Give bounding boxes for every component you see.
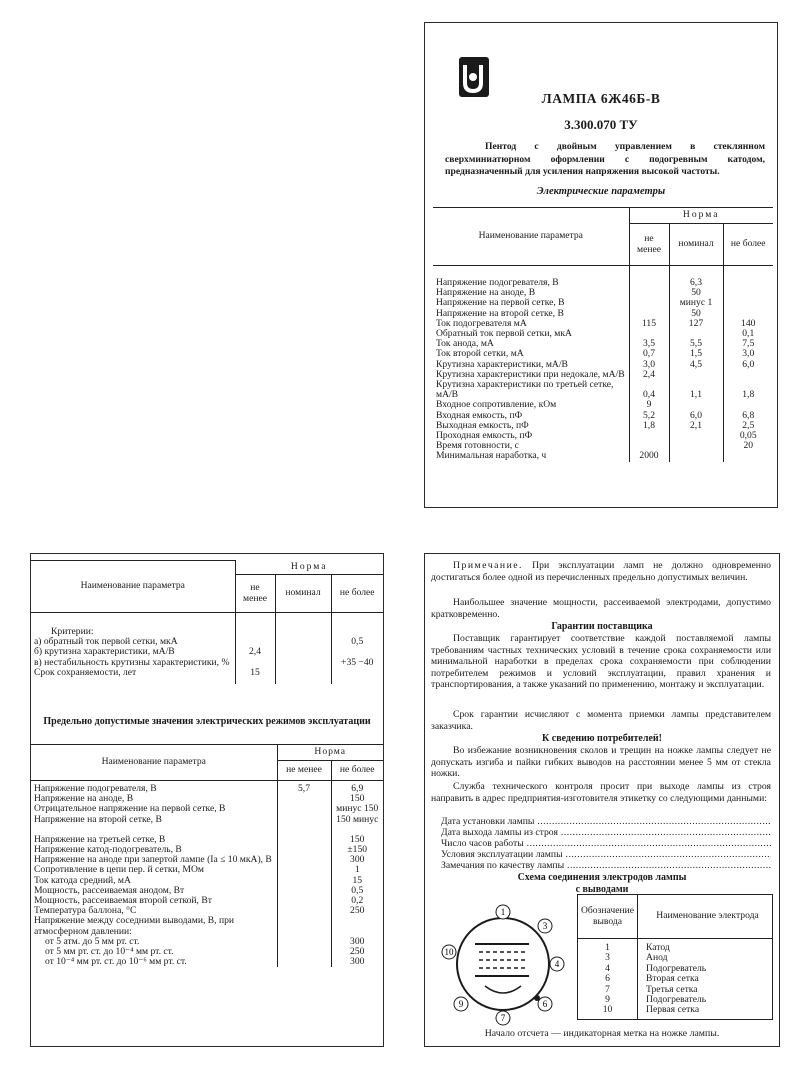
field-remarks: Замечания по качеству лампы ..... [441, 860, 771, 872]
consumer-title: К сведению потребителей! [542, 733, 662, 744]
criteria-name: в) нестабильность крутизны характеристики, % [31, 658, 235, 668]
param-max: 0,05 [739, 430, 757, 442]
limit-name: Напряжение на аноде при запертой лампе (Iа ≤ 10 мкА), В [31, 855, 277, 865]
param-nom: минус 1 [669, 298, 723, 308]
criteria-table [31, 560, 383, 684]
pin-label-9: 9 [458, 999, 464, 1009]
param-max [723, 288, 773, 298]
param-min: 0,4 [629, 380, 669, 400]
pinout-diagram-icon [433, 900, 573, 1028]
column-header-min: не менее [235, 575, 275, 613]
param-name: Ток второй сетки, мА [433, 349, 629, 359]
limit-name: Напряжение на второй сетке, В [31, 815, 277, 835]
limit-min [277, 855, 331, 865]
param-name: Время готовности, с [433, 441, 629, 451]
limit-min [277, 916, 331, 936]
pin-label-1: 1 [500, 907, 506, 917]
pin-number: 7 [578, 985, 638, 995]
note-paragraph [431, 560, 771, 583]
limit-max: 250 [350, 946, 365, 958]
param-min: 115 [629, 319, 669, 329]
electrode-name: Подогреватель [638, 964, 773, 974]
electrode-name: Подогреватель [638, 995, 773, 1005]
limit-max: 300 [350, 935, 365, 947]
pin-label-7: 7 [500, 1013, 506, 1023]
electrode-name: Анод [638, 953, 773, 963]
pin-label-4: 4 [554, 959, 560, 969]
param-max: 2,5 [742, 419, 755, 431]
param-nom: 6,3 [669, 266, 723, 289]
limit-name: Ток катода средний, мА [31, 876, 277, 886]
param-name: Напряжение на первой сетке, В [433, 298, 629, 308]
param-name: Ток анода, мА [433, 339, 629, 349]
param-name: Входное сопротивление, кОм [433, 400, 629, 410]
column-header-max: не более [331, 761, 383, 781]
limit-max [331, 916, 383, 936]
column-header-min: не менее [629, 224, 669, 266]
lamp-title: ЛАМПА 6Ж46Б-В [541, 91, 661, 106]
param-max: 6,8 [742, 409, 755, 421]
param-name: Ток подогревателя мА [433, 319, 629, 329]
electrical-parameters-table [433, 207, 773, 462]
param-name: Проходная емкость, пФ [433, 431, 629, 441]
param-max [723, 451, 773, 461]
limit-min [277, 835, 331, 845]
limit-max: 0,2 [351, 895, 364, 907]
limit-max: 250 [350, 905, 365, 917]
column-header-nom: номинал [275, 575, 331, 613]
datasheet-card-main [424, 22, 778, 508]
limit-max: 150 минус [336, 813, 379, 825]
param-name: Минимальная наработка, ч [433, 451, 629, 461]
limit-max: ±150 [347, 844, 368, 856]
pin-label-3: 3 [542, 921, 548, 931]
param-min [629, 288, 669, 298]
pin-number: 1 [578, 939, 638, 954]
criteria-nom [275, 647, 331, 657]
param-nom [669, 451, 723, 461]
criteria-nom [275, 637, 331, 647]
param-min: 9 [629, 400, 669, 410]
limit-min [277, 947, 331, 957]
param-min [629, 431, 669, 441]
param-nom: 1,5 [669, 349, 723, 359]
limit-name: Отрицательное напряжение на первой сетке, В [31, 804, 277, 814]
column-header-electrode: Наименование электрода [638, 895, 773, 939]
column-header-param: Наименование параметра [31, 745, 277, 781]
param-min: 3,0 [629, 360, 669, 370]
limit-max: 6,9 [351, 783, 364, 794]
param-name: Обратный ток первой сетки, мкА [433, 329, 629, 339]
param-nom [669, 370, 723, 380]
service-text: Служба технического контроля просит при выходе лампы из строя направить в адрес предприятия-изготовителя этикетку со следующими данными: [431, 781, 771, 804]
field-hours: Число часов работы ..... [441, 838, 771, 850]
param-max: 140 [741, 317, 756, 329]
spec-code: 3.300.070 ТУ [564, 117, 638, 132]
limit-max: 300 [350, 854, 365, 866]
pin-label-6: 6 [542, 999, 548, 1009]
param-min [629, 266, 669, 289]
param-max [723, 370, 773, 380]
power-note: Наибольшее значение мощности, рассеиваемой электродами, допустимо кратковременно. [431, 597, 771, 620]
limit-max: 300 [350, 956, 365, 968]
limit-min [277, 794, 331, 804]
param-max: 20 [743, 440, 754, 452]
param-min: 3,5 [629, 339, 669, 349]
column-header-min: не менее [277, 761, 331, 781]
param-name: Входная емкость, пФ [433, 411, 629, 421]
param-nom: 50 [669, 288, 723, 298]
guarantee-title: Гарантии поставщика [551, 621, 653, 632]
limit-name: Мощность, рассеиваемая анодом, Вт [31, 886, 277, 896]
limit-max: 1 [354, 864, 360, 876]
limit-name: Напряжение на аноде, В [31, 794, 277, 804]
param-nom: 50 [669, 309, 723, 319]
criteria-max [331, 613, 383, 638]
note-label: Примечание. [453, 560, 523, 571]
limit-name: Напряжение на третьей сетке, В [31, 835, 277, 845]
param-min: 1,8 [629, 421, 669, 431]
limit-max: 0,5 [351, 884, 364, 896]
param-min: 5,2 [629, 411, 669, 421]
param-name: Напряжение на аноде, В [433, 288, 629, 298]
criteria-max [331, 668, 383, 684]
electrode-name: Первая сетка [638, 1005, 773, 1019]
pin-number: 6 [578, 974, 638, 984]
column-header-nom: номинал [669, 224, 723, 266]
pin-table [577, 894, 773, 1020]
limit-min [277, 865, 331, 875]
column-header-max: не более [723, 224, 773, 266]
limits-table [31, 744, 383, 967]
limit-min [277, 957, 331, 967]
pin-number: 10 [578, 1005, 638, 1019]
param-max [723, 266, 773, 289]
param-name: Напряжение подогревателя, В [433, 266, 629, 289]
criteria-name: б) крутизна характеристики, мА/В [31, 647, 235, 657]
limit-name: от 5 атм. до 5 мм рт. ст. [31, 937, 277, 947]
field-install-date: Дата установки лампы ..... [441, 816, 771, 828]
warranty-start-text: Срок гарантии исчисляют с момента приемки лампы представителем заказчика. [431, 709, 771, 732]
column-header-param: Наименование параметра [31, 561, 235, 613]
limit-max: минус 150 [336, 803, 379, 815]
scheme-title: Схема соединения электродов лампы с выводами [517, 872, 687, 895]
param-nom: 1,1 [669, 380, 723, 400]
reference-footer: Начало отсчета — индикаторная метка на ножке лампы. [484, 1028, 720, 1039]
criteria-name: Срок сохраняемости, лет [31, 668, 235, 684]
column-header-norm: Норма [629, 208, 773, 224]
param-nom: 4,5 [669, 360, 723, 370]
param-max: 6,0 [742, 358, 755, 370]
limit-name: от 5 мм рт. ст. до 10⁻⁴ мм рт. ст. [31, 947, 277, 957]
limit-name: Напряжение между соседними выводами, В, при атмосферном давлении: [31, 916, 277, 936]
limit-min: 5,7 [277, 781, 331, 795]
param-max: 7,5 [742, 338, 755, 350]
param-max [723, 298, 773, 308]
column-header-norm: Норма [235, 561, 383, 575]
param-nom: 127 [669, 319, 723, 329]
param-nom [669, 441, 723, 451]
column-header-norm: Норма [277, 745, 383, 761]
electrode-name: Третья сетка [638, 985, 773, 995]
column-header-max: не более [331, 575, 383, 613]
limit-name: от 10⁻⁴ мм рт. ст. до 10⁻⁶ мм рт. ст. [31, 957, 277, 967]
param-name: Крутизна характеристики, мА/В [433, 360, 629, 370]
section-title-electrical: Электрические параметры [536, 186, 666, 197]
pin-number: 9 [578, 995, 638, 1005]
guarantee-text: Поставщик гарантирует соответствие каждой поставляемой лампы требованиям частных технических условий в течение срока сохраняемости или минимальной наработки в пределах срока сохраняемости при соблюдении потребителем режимов и условий эксплуатации, правил хранения и транспортирования, а также указаний по применению, монтажу и эксплуатации. [431, 633, 771, 691]
field-failure-date: Дата выхода лампы из строя ..... [441, 827, 771, 839]
consumer-text: Во избежание возникновения сколов и трещин на ножке лампы следует не допускать изгиба и пайки гибких выводов на расстоянии менее 5 мм от стекла ножки. [431, 745, 771, 780]
param-min: 2000 [629, 451, 669, 461]
criteria-min: 2,4 [235, 647, 275, 657]
limit-min [277, 845, 331, 855]
param-name: Выходная емкость, пФ [433, 421, 629, 431]
param-nom: 5,5 [669, 339, 723, 349]
field-conditions: Условия эксплуатации лампы ..... [441, 849, 771, 861]
criteria-name: Критерии: [31, 613, 235, 638]
limit-max: 150 [350, 793, 365, 805]
pin-number: 3 [578, 953, 638, 963]
param-name: Крутизна характеристики при недокале, мА/В [433, 370, 629, 380]
pin-label-10: 10 [444, 947, 454, 957]
column-header-pin: Обозначение вывода [578, 895, 638, 939]
pin-number: 4 [578, 964, 638, 974]
param-max: 3,0 [742, 348, 755, 360]
limit-min [277, 937, 331, 947]
param-max: 1,8 [742, 389, 755, 401]
limit-min [277, 896, 331, 906]
param-name: Напряжение на второй сетке, В [433, 309, 629, 319]
criteria-min: 15 [235, 668, 275, 684]
param-nom: 2,1 [669, 421, 723, 431]
limit-name: Мощность, рассеиваемая второй сеткой, Вт [31, 896, 277, 906]
electrode-name: Катод [638, 939, 773, 954]
criteria-min [235, 613, 275, 638]
criteria-nom [275, 668, 331, 684]
criteria-nom [275, 613, 331, 638]
criteria-max: +35 −40 [341, 656, 374, 668]
electrode-name: Вторая сетка [638, 974, 773, 984]
limit-name: Сопротивление в цепи пер. й сетки, МОм [31, 865, 277, 875]
lamp-description: Пентод с двойным управлением в стеклянном сверхминиатюрном оформлении с подогревным катодом, предназначенный для усиления напряжения высокой частоты. [445, 141, 765, 177]
param-name: Крутизна характеристики по третьей сетке, мА/В [433, 380, 629, 400]
limit-max: 150 [350, 833, 365, 845]
limit-min [277, 886, 331, 896]
limit-max: 15 [352, 874, 363, 886]
limit-name: Напряжение катод-подогреватель, В [31, 845, 277, 855]
limit-min [277, 876, 331, 886]
param-nom [669, 431, 723, 441]
criteria-name: а) обратный ток первой сетки, мкА [31, 637, 235, 647]
limit-name: Температура баллона, °С [31, 906, 277, 916]
limit-name: Напряжение подогревателя, В [31, 781, 277, 795]
column-header-param: Наименование параметра [433, 208, 629, 266]
param-min [629, 298, 669, 308]
param-max: 0,1 [742, 328, 755, 340]
criteria-nom [275, 658, 331, 668]
limit-min [277, 804, 331, 814]
criteria-max: 0,5 [351, 636, 364, 648]
datasheet-card-notes [424, 553, 780, 1047]
limit-min [277, 815, 331, 835]
section-title-limits: Предельно допустимые значения электрических режимов эксплуатации [43, 716, 371, 727]
param-nom: 6,0 [669, 411, 723, 421]
param-min: 2,4 [629, 370, 669, 380]
limit-min [277, 906, 331, 916]
note-text: При эксплуатации ламп не должно одновременно достигаться более одной из перечисленных предельно допустимых величин. [431, 560, 772, 583]
param-min: 0,7 [629, 349, 669, 359]
datasheet-card-limits [30, 553, 384, 1047]
